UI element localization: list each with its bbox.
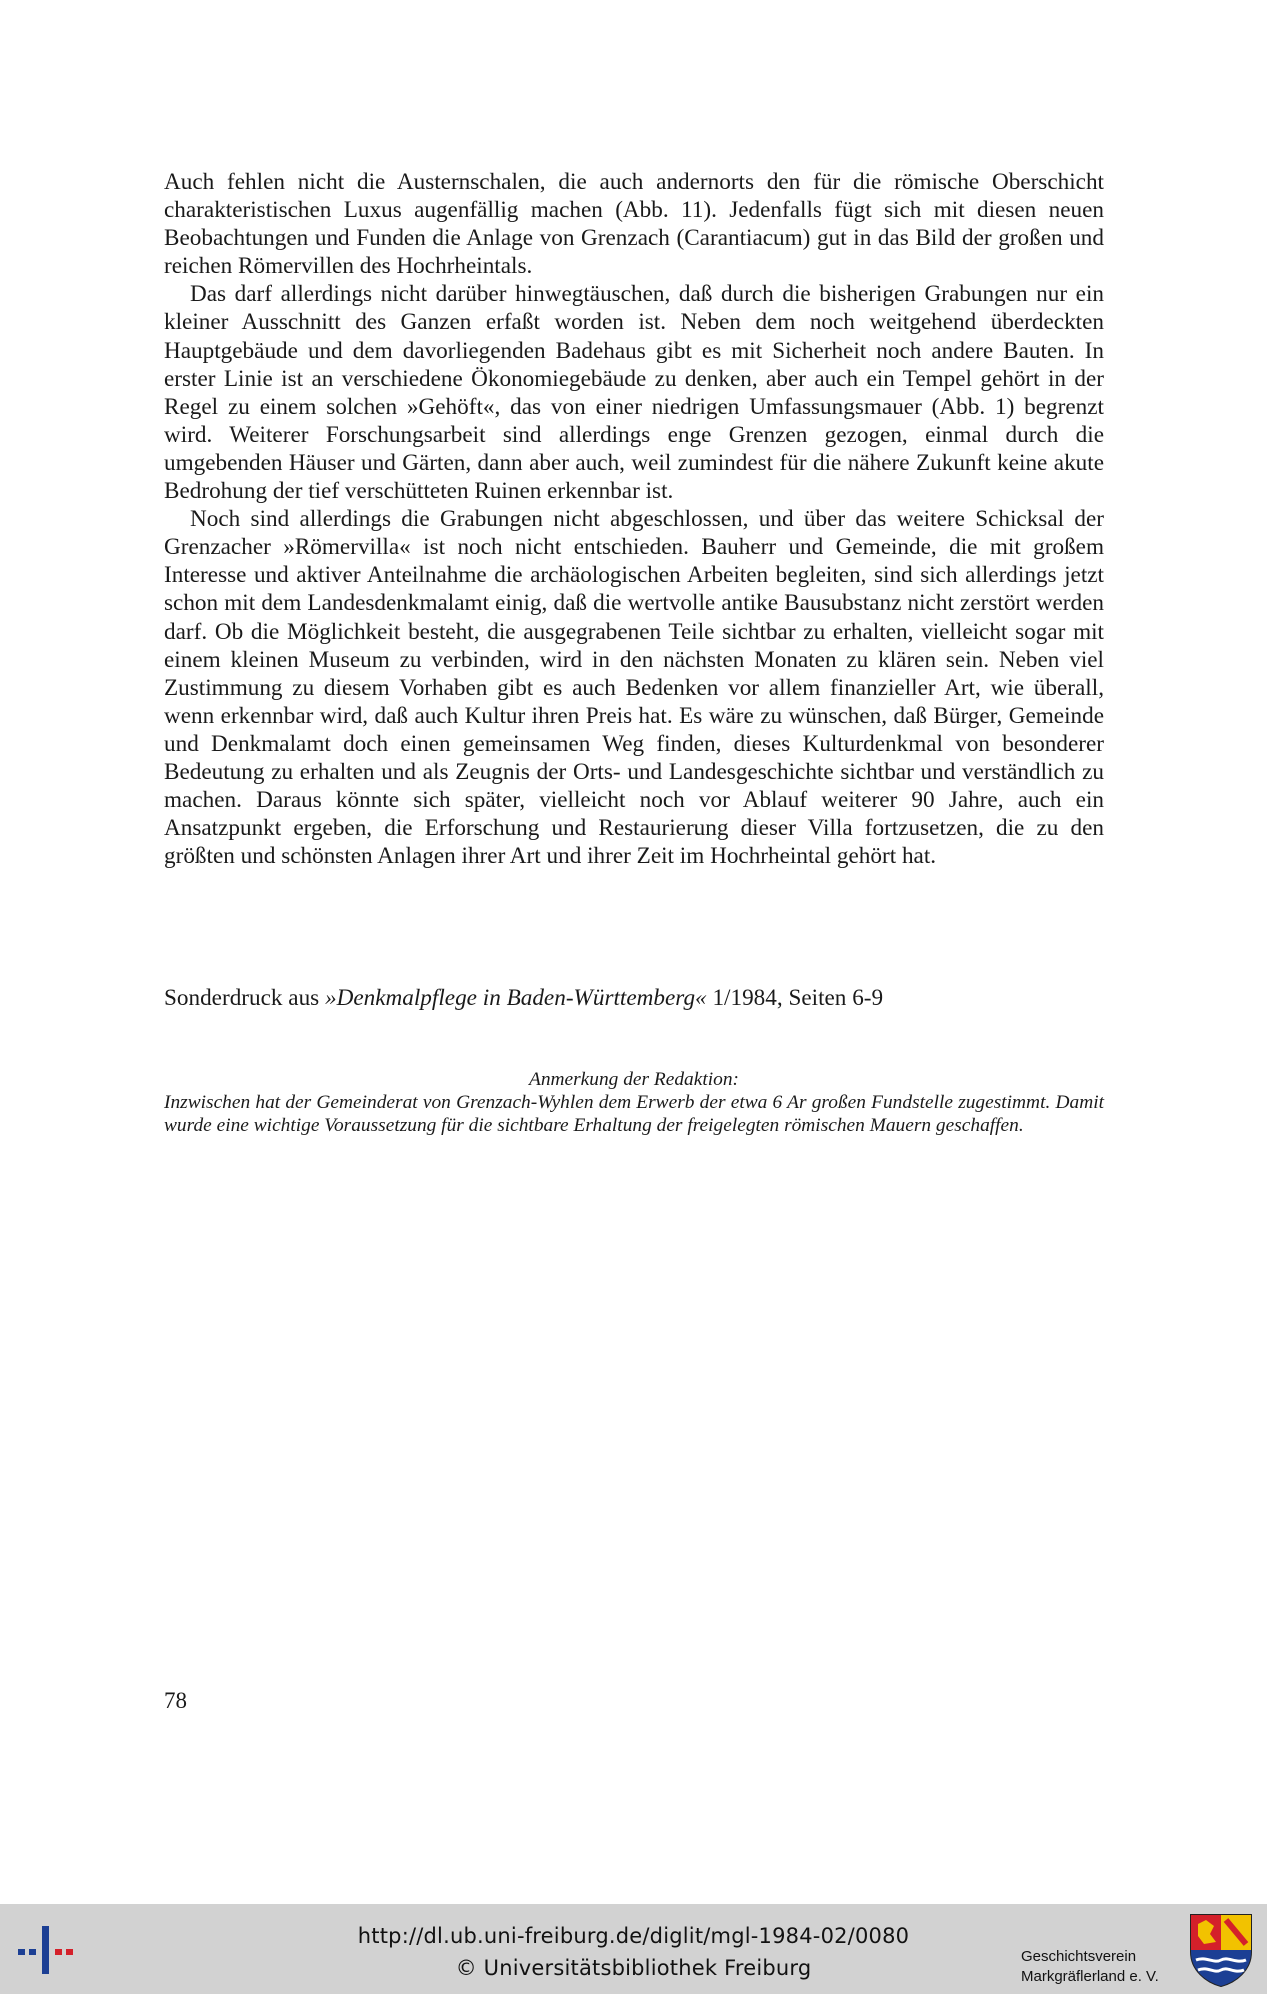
publication-title: »Denkmalpflege in Baden-Württemberg« [325,985,707,1011]
paragraph-3: Noch sind allerdings die Grabungen nicht abgeschlossen, und über das weitere Schicksal der Grenzacher »Römervilla« ist noch nicht entschieden. Bauherr und Gemeinde, die mit großem Interesse und aktiver Anteilnahme die archäologischen Arbeiten begleiten, sind sich allerdings jetzt schon mit dem Landesdenkmalamt einig, daß die wertvolle antike Bausubstanz nicht zerstört werden darf. Ob die Möglichkeit besteht, die ausgegrabenen Teile sichtbar zu erhalten, vielleicht sogar mit einem kleinen Museum zu verbinden, wird in den nächsten Monaten zu klären sein. Neben viel Zustimmung zu diesem Vorhaben gibt es auch Bedenken vor allem finanzieller Art, wie überall, wenn erkennbar wird, daß auch Kultur ihren Preis hat. Es wäre zu wünschen, daß Bürger, Gemeinde und Denkmalamt doch einen gemeinsamen Weg finden, dieses Kulturdenkmal von besonderer Bedeutung zu erhalten und als Zeugnis der Orts- und Landesgeschichte sichtbar und verständlich zu machen. Daraus könnte sich später, vielleicht noch vor Ablauf weiterer 90 Jahre, auch ein Ansatzpunkt ergeben, die Erforschung und Restaurierung dieser Villa fortzusetzen, die zu den größten und schönsten Anlagen ihrer Art und ihrer Zeit im Hochrheintal gehört hat. [164,506,1104,870]
paragraph-1: Auch fehlen nicht die Austernschalen, die auch andernorts den für die römische Oberschicht charakteristischen Luxus augenfällig machen (Abb. 11). Jedenfalls fügt sich mit diesen neuen Beobachtungen und Funden die Anlage von Grenzach (Carantiacum) gut in das Bild der großen und reichen Römervillen des Hochrheintals. [164,169,1104,280]
source-prefix: Sonderdruck aus [164,985,325,1011]
editor-note [164,1068,1104,1137]
footer-bar [0,1904,1267,1994]
page-number: 78 [164,1688,187,1713]
source-suffix: 1/1984, Seiten 6-9 [706,985,884,1011]
society-name [1021,1947,1159,1987]
editor-note-body: Inzwischen hat der Gemeinderat von Grenzach-Wyhlen dem Erwerb der etwa 6 Ar großen Fundstelle zugestimmt. Damit wurde eine wichtige Voraussetzung für die sichtbare Erhaltung der freigelegten römischen Mauern geschaffen. [164,1092,1104,1136]
editor-note-heading: Anmerkung der Redaktion: [528,1069,739,1090]
society-line-1: Geschichtsverein [1021,1948,1137,1965]
document-url-link[interactable]: http://dl.ub.uni-freiburg.de/diglit/mgl-1984-02/0080 [357,1924,910,1948]
paragraph-2: Das darf allerdings nicht darüber hinwegtäuschen, daß durch die bisherigen Grabungen nur ein kleiner Ausschnitt des Ganzen erfaßt worden ist. Neben dem noch weitgehend überdeckten Hauptgebäude und dem davorliegenden Badehaus gibt es mit Sicherheit noch andere Bauten. In erster Linie ist an verschiedene Ökonomiegebäude zu denken, aber auch ein Tempel gehört in der Regel zu einem solchen »Gehöft«, das von einer niedrigen Umfassungsmauer (Abb. 1) begrenzt wird. Weiterer Forschungsarbeit sind allerdings enge Grenzen gezogen, einmal durch die umgebenden Häuser und Gärten, dann aber auch, weil zumindest für die nähere Zukunft keine akute Bedrohung der tief verschütteten Ruinen erkennbar ist. [164,281,1104,505]
article-body [164,168,1104,870]
coat-of-arms-icon [1188,1912,1254,1988]
society-line-2: Markgräflerland e. V. [1021,1968,1159,1985]
source-reference [164,984,1104,1012]
copyright-text: © Universitätsbibliothek Freiburg [455,1956,812,1980]
